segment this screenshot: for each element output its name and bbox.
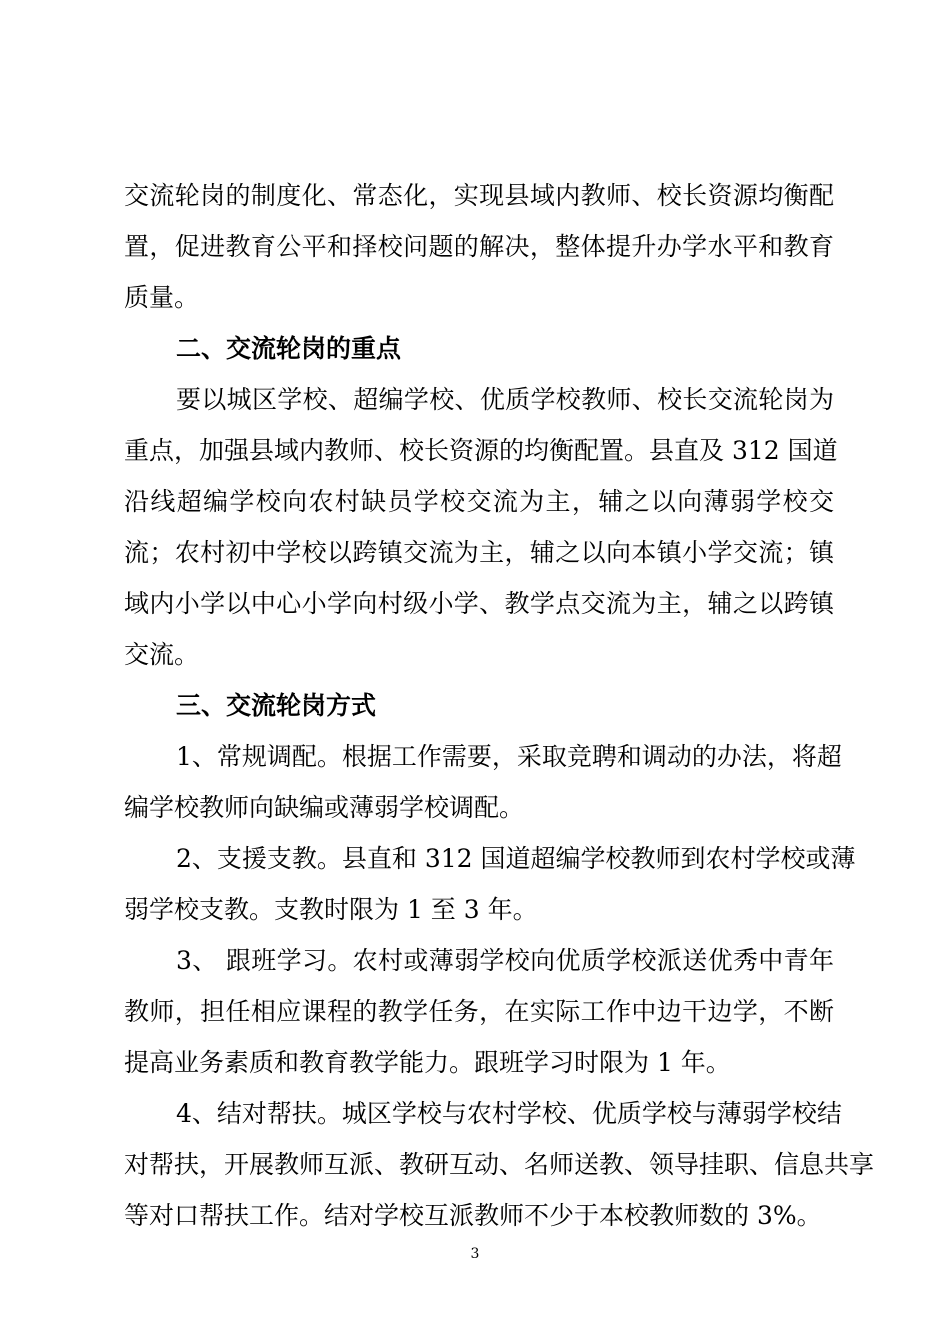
paragraph-line: 提高业务素质和教育教学能力。跟班学习时限为 1 年。 bbox=[124, 1048, 731, 1077]
page-number: 3 bbox=[470, 1246, 480, 1262]
section-heading-methods: 三、交流轮岗方式 bbox=[176, 691, 377, 720]
paragraph-line: 1、常规调配。根据工作需要，采取竞聘和调动的办法，将超 bbox=[176, 742, 842, 771]
paragraph-line: 教师，担任相应课程的教学任务，在实际工作中边干边学，不断 bbox=[124, 997, 834, 1026]
paragraph-line: 重点，加强县域内教师、校长资源的均衡配置。县直及 312 国道 bbox=[124, 436, 838, 465]
paragraph-line: 置，促进教育公平和择校问题的解决，整体提升办学水平和教育 bbox=[124, 232, 834, 261]
paragraph-line: 等对口帮扶工作。结对学校互派教师不少于本校教师数的 3%。 bbox=[124, 1201, 822, 1230]
paragraph-line: 交流轮岗的制度化、常态化，实现县域内教师、校长资源均衡配 bbox=[124, 181, 834, 210]
paragraph-line: 2、支援支教。县直和 312 国道超编学校教师到农村学校或薄 bbox=[176, 844, 856, 873]
paragraph-line: 弱学校支教。支教时限为 1 至 3 年。 bbox=[124, 895, 538, 924]
paragraph-line: 流；农村初中学校以跨镇交流为主，辅之以向本镇小学交流；镇 bbox=[124, 538, 834, 567]
paragraph-line: 4、结对帮扶。城区学校与农村学校、优质学校与薄弱学校结 bbox=[176, 1099, 842, 1128]
section-heading-focus: 二、交流轮岗的重点 bbox=[176, 334, 402, 363]
paragraph-line: 域内小学以中心小学向村级小学、教学点交流为主，辅之以跨镇 bbox=[124, 589, 834, 618]
paragraph-line: 3、 跟班学习。农村或薄弱学校向优质学校派送优秀中青年 bbox=[176, 946, 834, 975]
paragraph-line: 要以城区学校、超编学校、优质学校教师、校长交流轮岗为 bbox=[176, 385, 834, 414]
paragraph-line: 质量。 bbox=[124, 283, 200, 312]
paragraph-line: 编学校教师向缺编或薄弱学校调配。 bbox=[124, 793, 525, 822]
paragraph-line: 对帮扶，开展教师互派、教研互动、名师送教、领导挂职、信息共享 bbox=[124, 1150, 875, 1179]
paragraph-line: 交流。 bbox=[124, 640, 200, 669]
paragraph-line: 沿线超编学校向农村缺员学校交流为主，辅之以向薄弱学校交 bbox=[124, 487, 834, 516]
